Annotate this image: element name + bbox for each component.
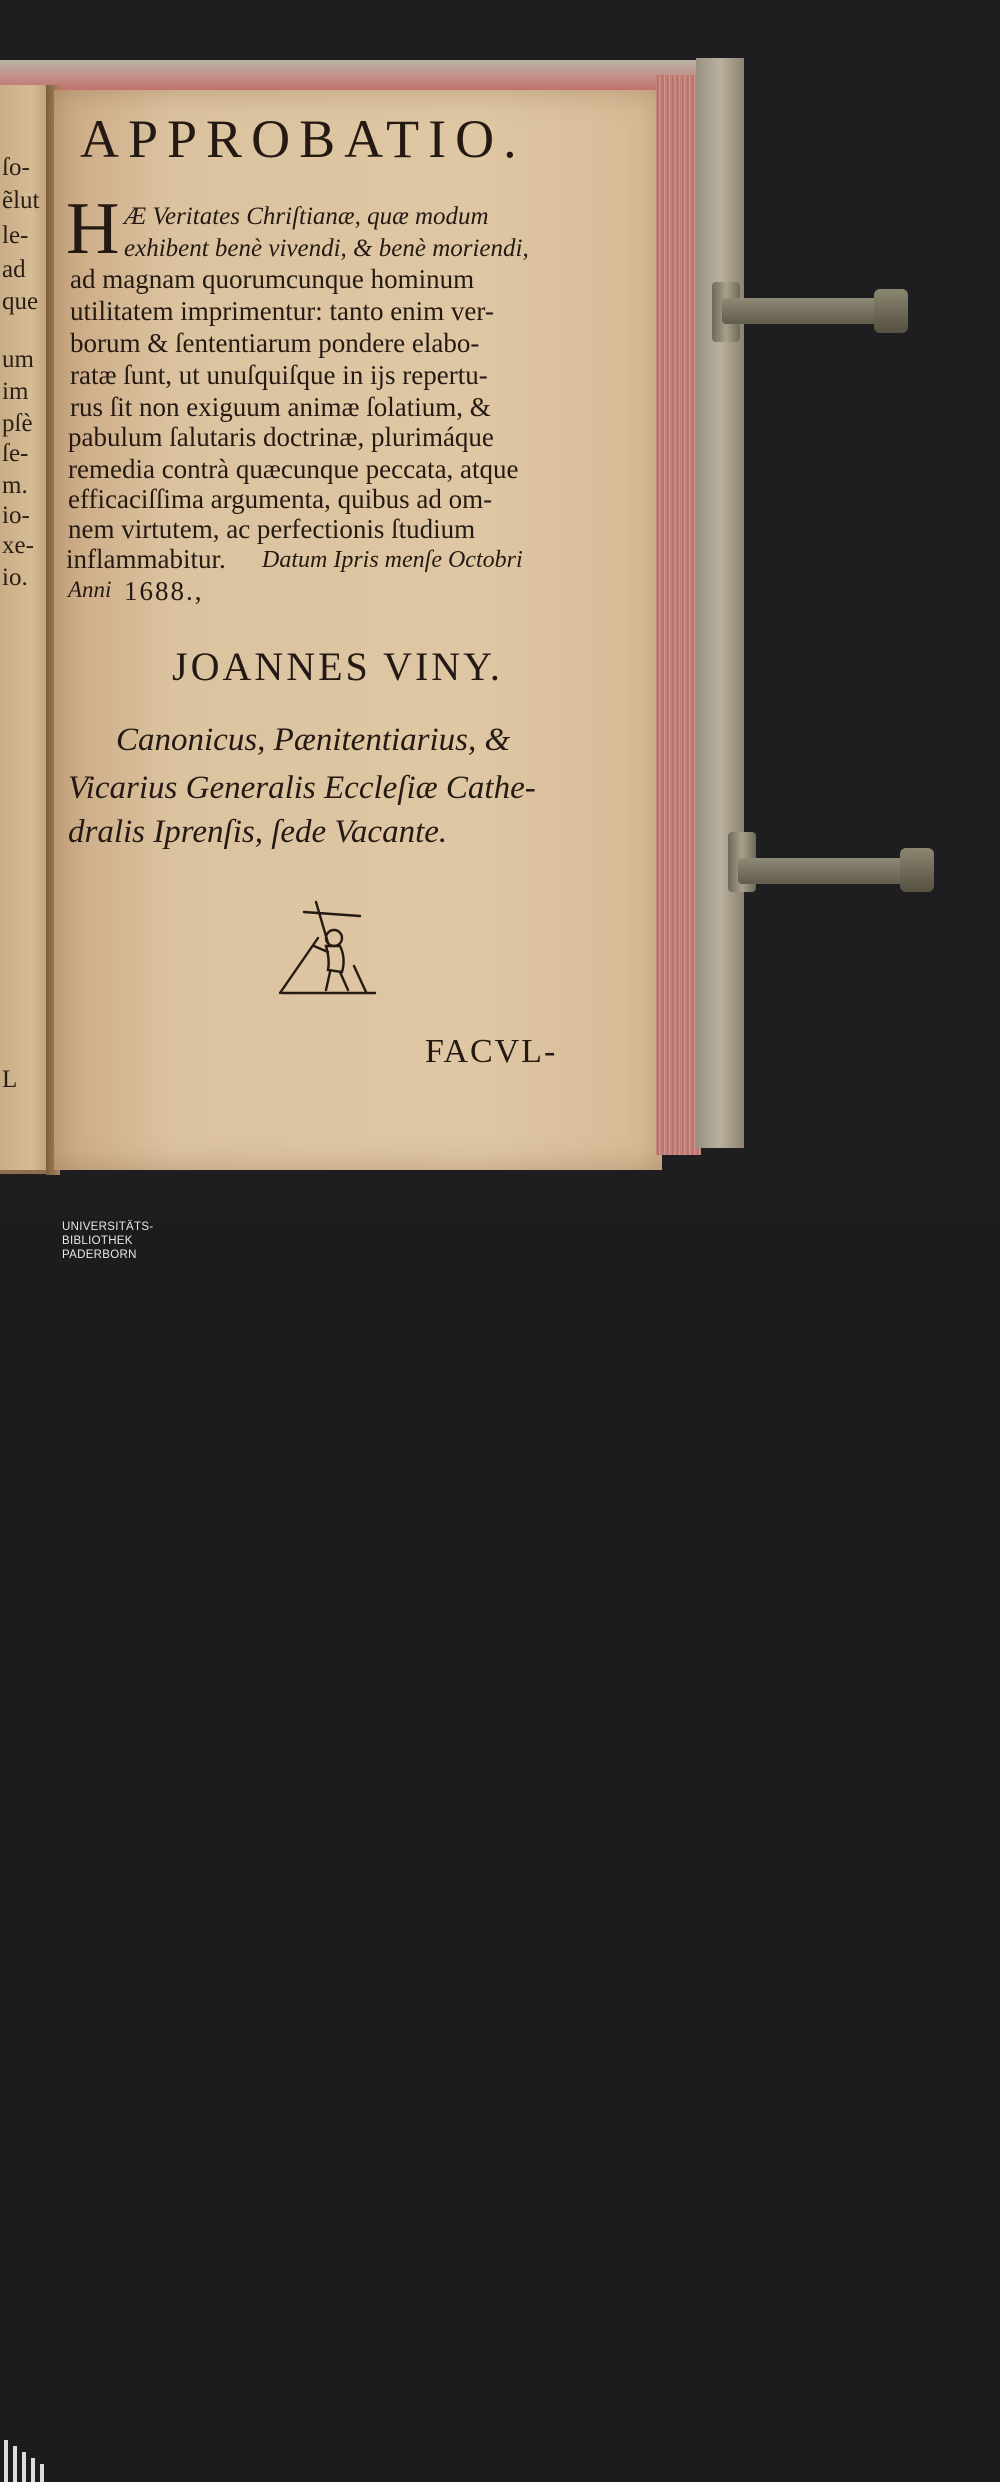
upper-clasp-end xyxy=(874,289,908,333)
book-scan xyxy=(0,0,1000,1218)
red-page-edges xyxy=(656,75,701,1155)
left-fragment: xe- xyxy=(2,532,34,559)
text-line: Æ Veritates Chriſtianæ, quæ modum xyxy=(124,203,489,230)
text-line: rus ſit non exiguum animæ ſolatium, & xyxy=(70,392,491,422)
left-fragment: pſè xyxy=(2,410,33,437)
library-logo-icon xyxy=(4,2440,46,2482)
left-fragment: que xyxy=(2,288,39,315)
page-title: APPROBATIO. xyxy=(80,109,526,169)
left-fragment: um xyxy=(2,346,34,373)
signature-name: JOANNES VINY. xyxy=(172,644,503,689)
text-line-date: 1688., xyxy=(124,576,204,606)
catchword: FACVL- xyxy=(425,1033,558,1070)
text-line: utilitatem imprimentur: tanto enim ver- xyxy=(70,296,494,326)
printer-device-cross-figure-icon xyxy=(270,898,380,998)
left-fragment: ſe- xyxy=(2,440,29,467)
left-fragment: L xyxy=(2,1066,18,1093)
text-line: ratæ ſunt, ut unuſquiſque in ijs repertu- xyxy=(70,360,488,390)
role-line: dralis Iprenſis, ſede Vacante. xyxy=(68,814,448,850)
book-top-edge xyxy=(0,60,710,92)
left-page xyxy=(0,85,52,1174)
left-fragment: le- xyxy=(2,222,29,249)
role-line: Vicarius Generalis Eccleſiæ Cathe- xyxy=(68,770,536,806)
text-line: pabulum ſalutaris doctrinæ, plurimáque xyxy=(68,422,494,452)
text-line: borum & ſententiarum pondere elabo- xyxy=(70,328,480,358)
lower-clasp xyxy=(738,858,908,884)
left-fragment: ẽlut xyxy=(2,187,40,214)
book-binding xyxy=(696,58,744,1148)
left-fragment: io. xyxy=(2,564,28,591)
text-line-italic: Datum Ipris menſe Octobri xyxy=(262,547,523,573)
upper-clasp xyxy=(722,298,882,324)
left-fragment: ſo- xyxy=(2,154,30,181)
footer-institution-line: UNIVERSITÄTS- xyxy=(62,1221,154,1233)
text-line-italic: Anni xyxy=(68,577,112,602)
left-fragment: m. xyxy=(2,472,28,499)
text-line: nem virtutem, ac perfectionis ſtudium xyxy=(68,514,476,544)
lower-clasp-end xyxy=(900,848,934,892)
text-line: efficaciſſima argumenta, quibus ad om- xyxy=(68,484,493,514)
left-fragment: im xyxy=(2,378,29,405)
text-line: ad magnam quorumcunque hominum xyxy=(70,264,475,294)
footer-institution-line: BIBLIOTHEK xyxy=(62,1235,133,1247)
footer-bar xyxy=(0,1218,1000,1268)
drop-cap: H xyxy=(66,188,120,270)
text-line: exhibent benè vivendi, & benè moriendi, xyxy=(124,235,529,262)
role-line: Canonicus, Pænitentiarius, & xyxy=(116,722,511,758)
text-line: remedia contrà quæcunque peccata, atque xyxy=(68,454,519,484)
left-fragment: io- xyxy=(2,502,30,529)
left-fragment: ad xyxy=(2,256,26,283)
text-line-roman: inflammabitur. xyxy=(66,544,226,574)
footer-institution-line: PADERBORN xyxy=(62,1249,137,1261)
